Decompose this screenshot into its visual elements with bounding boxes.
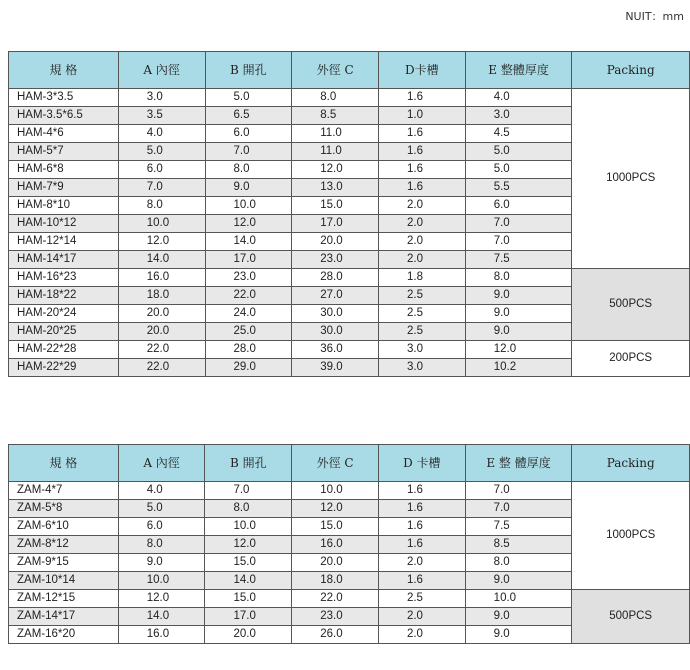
value-cell: 2.0 xyxy=(379,233,466,251)
value-cell: 2.5 xyxy=(379,287,466,305)
value-cell: 14.0 xyxy=(205,572,292,590)
value-cell: 22.0 xyxy=(118,341,205,359)
spec-cell: HAM-20*25 xyxy=(9,323,119,341)
value-cell: 12.0 xyxy=(205,536,292,554)
zam-spec-table xyxy=(8,444,690,644)
value-cell: 12.0 xyxy=(465,341,572,359)
value-cell: 14.0 xyxy=(118,608,205,626)
value-cell: 3.0 xyxy=(118,89,205,107)
packing-cell: 500PCS xyxy=(572,269,690,341)
header-packing: Packing xyxy=(572,445,690,482)
value-cell: 8.0 xyxy=(205,500,292,518)
value-cell: 1.6 xyxy=(379,89,466,107)
header-c: 外徑 C xyxy=(292,445,379,482)
value-cell: 7.0 xyxy=(205,482,292,500)
value-cell: 4.5 xyxy=(465,125,572,143)
value-cell: 4.0 xyxy=(465,89,572,107)
header-d: D 卡槽 xyxy=(378,445,465,482)
value-cell: 4.0 xyxy=(118,482,205,500)
spec-cell: HAM-12*14 xyxy=(9,233,119,251)
value-cell: 11.0 xyxy=(292,143,379,161)
value-cell: 9.0 xyxy=(118,554,205,572)
ham-spec-table xyxy=(8,51,690,377)
value-cell: 23.0 xyxy=(292,251,379,269)
value-cell: 8.5 xyxy=(465,536,572,554)
value-cell: 8.0 xyxy=(118,536,205,554)
value-cell: 10.0 xyxy=(205,518,292,536)
value-cell: 3.5 xyxy=(118,107,205,125)
value-cell: 20.0 xyxy=(292,233,379,251)
value-cell: 28.0 xyxy=(205,341,292,359)
table-row xyxy=(9,590,690,608)
value-cell: 17.0 xyxy=(205,251,292,269)
value-cell: 27.0 xyxy=(292,287,379,305)
value-cell: 29.0 xyxy=(205,359,292,377)
value-cell: 11.0 xyxy=(292,125,379,143)
value-cell: 16.0 xyxy=(292,536,379,554)
value-cell: 13.0 xyxy=(292,179,379,197)
value-cell: 15.0 xyxy=(205,554,292,572)
spec-cell: HAM-6*8 xyxy=(9,161,119,179)
value-cell: 1.0 xyxy=(379,107,466,125)
value-cell: 9.0 xyxy=(465,572,572,590)
value-cell: 5.0 xyxy=(118,500,205,518)
value-cell: 25.0 xyxy=(205,323,292,341)
value-cell: 10.0 xyxy=(465,590,572,608)
value-cell: 6.0 xyxy=(118,518,205,536)
value-cell: 1.6 xyxy=(379,125,466,143)
value-cell: 12.0 xyxy=(118,590,205,608)
value-cell: 20.0 xyxy=(118,305,205,323)
value-cell: 12.0 xyxy=(292,161,379,179)
header-e: E 整體厚度 xyxy=(465,52,572,89)
header-spec: 規 格 xyxy=(9,445,119,482)
header-d: D卡槽 xyxy=(379,52,466,89)
spec-cell: HAM-3.5*6.5 xyxy=(9,107,119,125)
value-cell: 2.0 xyxy=(379,215,466,233)
spec-cell: HAM-5*7 xyxy=(9,143,119,161)
packing-cell: 1000PCS xyxy=(572,89,690,269)
value-cell: 12.0 xyxy=(292,500,379,518)
value-cell: 36.0 xyxy=(292,341,379,359)
unit-label: NUIT：mm xyxy=(625,10,684,23)
value-cell: 2.0 xyxy=(379,197,466,215)
value-cell: 8.0 xyxy=(205,161,292,179)
table-row xyxy=(9,482,690,500)
value-cell: 2.5 xyxy=(379,323,466,341)
value-cell: 22.0 xyxy=(205,287,292,305)
spec-cell: ZAM-12*15 xyxy=(9,590,119,608)
value-cell: 2.0 xyxy=(378,608,465,626)
value-cell: 5.5 xyxy=(465,179,572,197)
value-cell: 3.0 xyxy=(379,359,466,377)
value-cell: 8.0 xyxy=(465,269,572,287)
value-cell: 22.0 xyxy=(292,590,379,608)
value-cell: 9.0 xyxy=(465,323,572,341)
value-cell: 5.0 xyxy=(205,89,292,107)
value-cell: 1.6 xyxy=(378,518,465,536)
packing-cell: 200PCS xyxy=(572,341,690,377)
table-row xyxy=(9,89,690,107)
value-cell: 15.0 xyxy=(292,518,379,536)
spec-cell: ZAM-8*12 xyxy=(9,536,119,554)
value-cell: 9.0 xyxy=(465,305,572,323)
value-cell: 4.0 xyxy=(118,125,205,143)
value-cell: 7.0 xyxy=(118,179,205,197)
value-cell: 10.2 xyxy=(465,359,572,377)
value-cell: 24.0 xyxy=(205,305,292,323)
value-cell: 1.6 xyxy=(378,536,465,554)
value-cell: 12.0 xyxy=(205,215,292,233)
spec-cell: HAM-3*3.5 xyxy=(9,89,119,107)
value-cell: 15.0 xyxy=(292,197,379,215)
value-cell: 26.0 xyxy=(292,626,379,644)
value-cell: 14.0 xyxy=(118,251,205,269)
value-cell: 1.6 xyxy=(378,572,465,590)
value-cell: 2.5 xyxy=(378,590,465,608)
value-cell: 30.0 xyxy=(292,305,379,323)
value-cell: 3.0 xyxy=(379,341,466,359)
spec-cell: ZAM-16*20 xyxy=(9,626,119,644)
value-cell: 20.0 xyxy=(292,554,379,572)
table-row xyxy=(9,341,690,359)
value-cell: 7.0 xyxy=(465,482,572,500)
value-cell: 1.6 xyxy=(379,179,466,197)
value-cell: 6.5 xyxy=(205,107,292,125)
spec-cell: ZAM-4*7 xyxy=(9,482,119,500)
value-cell: 2.5 xyxy=(379,305,466,323)
value-cell: 23.0 xyxy=(205,269,292,287)
value-cell: 2.0 xyxy=(378,554,465,572)
value-cell: 8.0 xyxy=(292,89,379,107)
value-cell: 20.0 xyxy=(118,323,205,341)
value-cell: 39.0 xyxy=(292,359,379,377)
table-header-row xyxy=(9,52,690,89)
value-cell: 8.0 xyxy=(465,554,572,572)
value-cell: 9.0 xyxy=(465,608,572,626)
spec-cell: HAM-20*24 xyxy=(9,305,119,323)
value-cell: 16.0 xyxy=(118,269,205,287)
header-a: A 內徑 xyxy=(118,52,205,89)
value-cell: 18.0 xyxy=(292,572,379,590)
table-header-row xyxy=(9,445,690,482)
value-cell: 10.0 xyxy=(205,197,292,215)
value-cell: 28.0 xyxy=(292,269,379,287)
value-cell: 10.0 xyxy=(292,482,379,500)
value-cell: 10.0 xyxy=(118,215,205,233)
value-cell: 7.0 xyxy=(465,233,572,251)
value-cell: 23.0 xyxy=(292,608,379,626)
value-cell: 20.0 xyxy=(205,626,292,644)
value-cell: 3.0 xyxy=(465,107,572,125)
value-cell: 15.0 xyxy=(205,590,292,608)
value-cell: 22.0 xyxy=(118,359,205,377)
spec-cell: HAM-14*17 xyxy=(9,251,119,269)
value-cell: 8.5 xyxy=(292,107,379,125)
spec-cell: HAM-10*12 xyxy=(9,215,119,233)
value-cell: 6.0 xyxy=(118,161,205,179)
packing-cell: 1000PCS xyxy=(572,482,690,590)
header-e: E 整 體厚度 xyxy=(465,445,572,482)
value-cell: 1.6 xyxy=(379,143,466,161)
header-packing: Packing xyxy=(572,52,690,89)
value-cell: 16.0 xyxy=(118,626,205,644)
value-cell: 6.0 xyxy=(205,125,292,143)
value-cell: 7.0 xyxy=(465,215,572,233)
value-cell: 2.0 xyxy=(379,251,466,269)
value-cell: 1.6 xyxy=(378,500,465,518)
table-row xyxy=(9,269,690,287)
spec-cell: HAM-22*29 xyxy=(9,359,119,377)
spec-cell: ZAM-9*15 xyxy=(9,554,119,572)
value-cell: 5.0 xyxy=(118,143,205,161)
value-cell: 6.0 xyxy=(465,197,572,215)
value-cell: 9.0 xyxy=(465,287,572,305)
value-cell: 2.0 xyxy=(378,626,465,644)
spec-cell: HAM-22*28 xyxy=(9,341,119,359)
value-cell: 12.0 xyxy=(118,233,205,251)
spec-cell: ZAM-5*8 xyxy=(9,500,119,518)
value-cell: 7.5 xyxy=(465,518,572,536)
value-cell: 7.0 xyxy=(205,143,292,161)
header-b: B 開孔 xyxy=(205,52,292,89)
spec-cell: ZAM-14*17 xyxy=(9,608,119,626)
value-cell: 1.6 xyxy=(378,482,465,500)
header-spec: 規 格 xyxy=(9,52,119,89)
header-a: A 內徑 xyxy=(118,445,205,482)
value-cell: 9.0 xyxy=(465,626,572,644)
header-c: 外徑 C xyxy=(292,52,379,89)
spec-cell: ZAM-10*14 xyxy=(9,572,119,590)
value-cell: 1.6 xyxy=(379,161,466,179)
value-cell: 9.0 xyxy=(205,179,292,197)
spec-cell: ZAM-6*10 xyxy=(9,518,119,536)
value-cell: 18.0 xyxy=(118,287,205,305)
value-cell: 5.0 xyxy=(465,143,572,161)
value-cell: 30.0 xyxy=(292,323,379,341)
value-cell: 17.0 xyxy=(205,608,292,626)
spec-cell: HAM-16*23 xyxy=(9,269,119,287)
header-b: B 開孔 xyxy=(205,445,292,482)
value-cell: 5.0 xyxy=(465,161,572,179)
value-cell: 14.0 xyxy=(205,233,292,251)
spec-cell: HAM-7*9 xyxy=(9,179,119,197)
spec-cell: HAM-4*6 xyxy=(9,125,119,143)
value-cell: 17.0 xyxy=(292,215,379,233)
value-cell: 7.5 xyxy=(465,251,572,269)
spec-cell: HAM-18*22 xyxy=(9,287,119,305)
spec-cell: HAM-8*10 xyxy=(9,197,119,215)
packing-cell: 500PCS xyxy=(572,590,690,644)
value-cell: 10.0 xyxy=(118,572,205,590)
value-cell: 8.0 xyxy=(118,197,205,215)
value-cell: 1.8 xyxy=(379,269,466,287)
value-cell: 7.0 xyxy=(465,500,572,518)
